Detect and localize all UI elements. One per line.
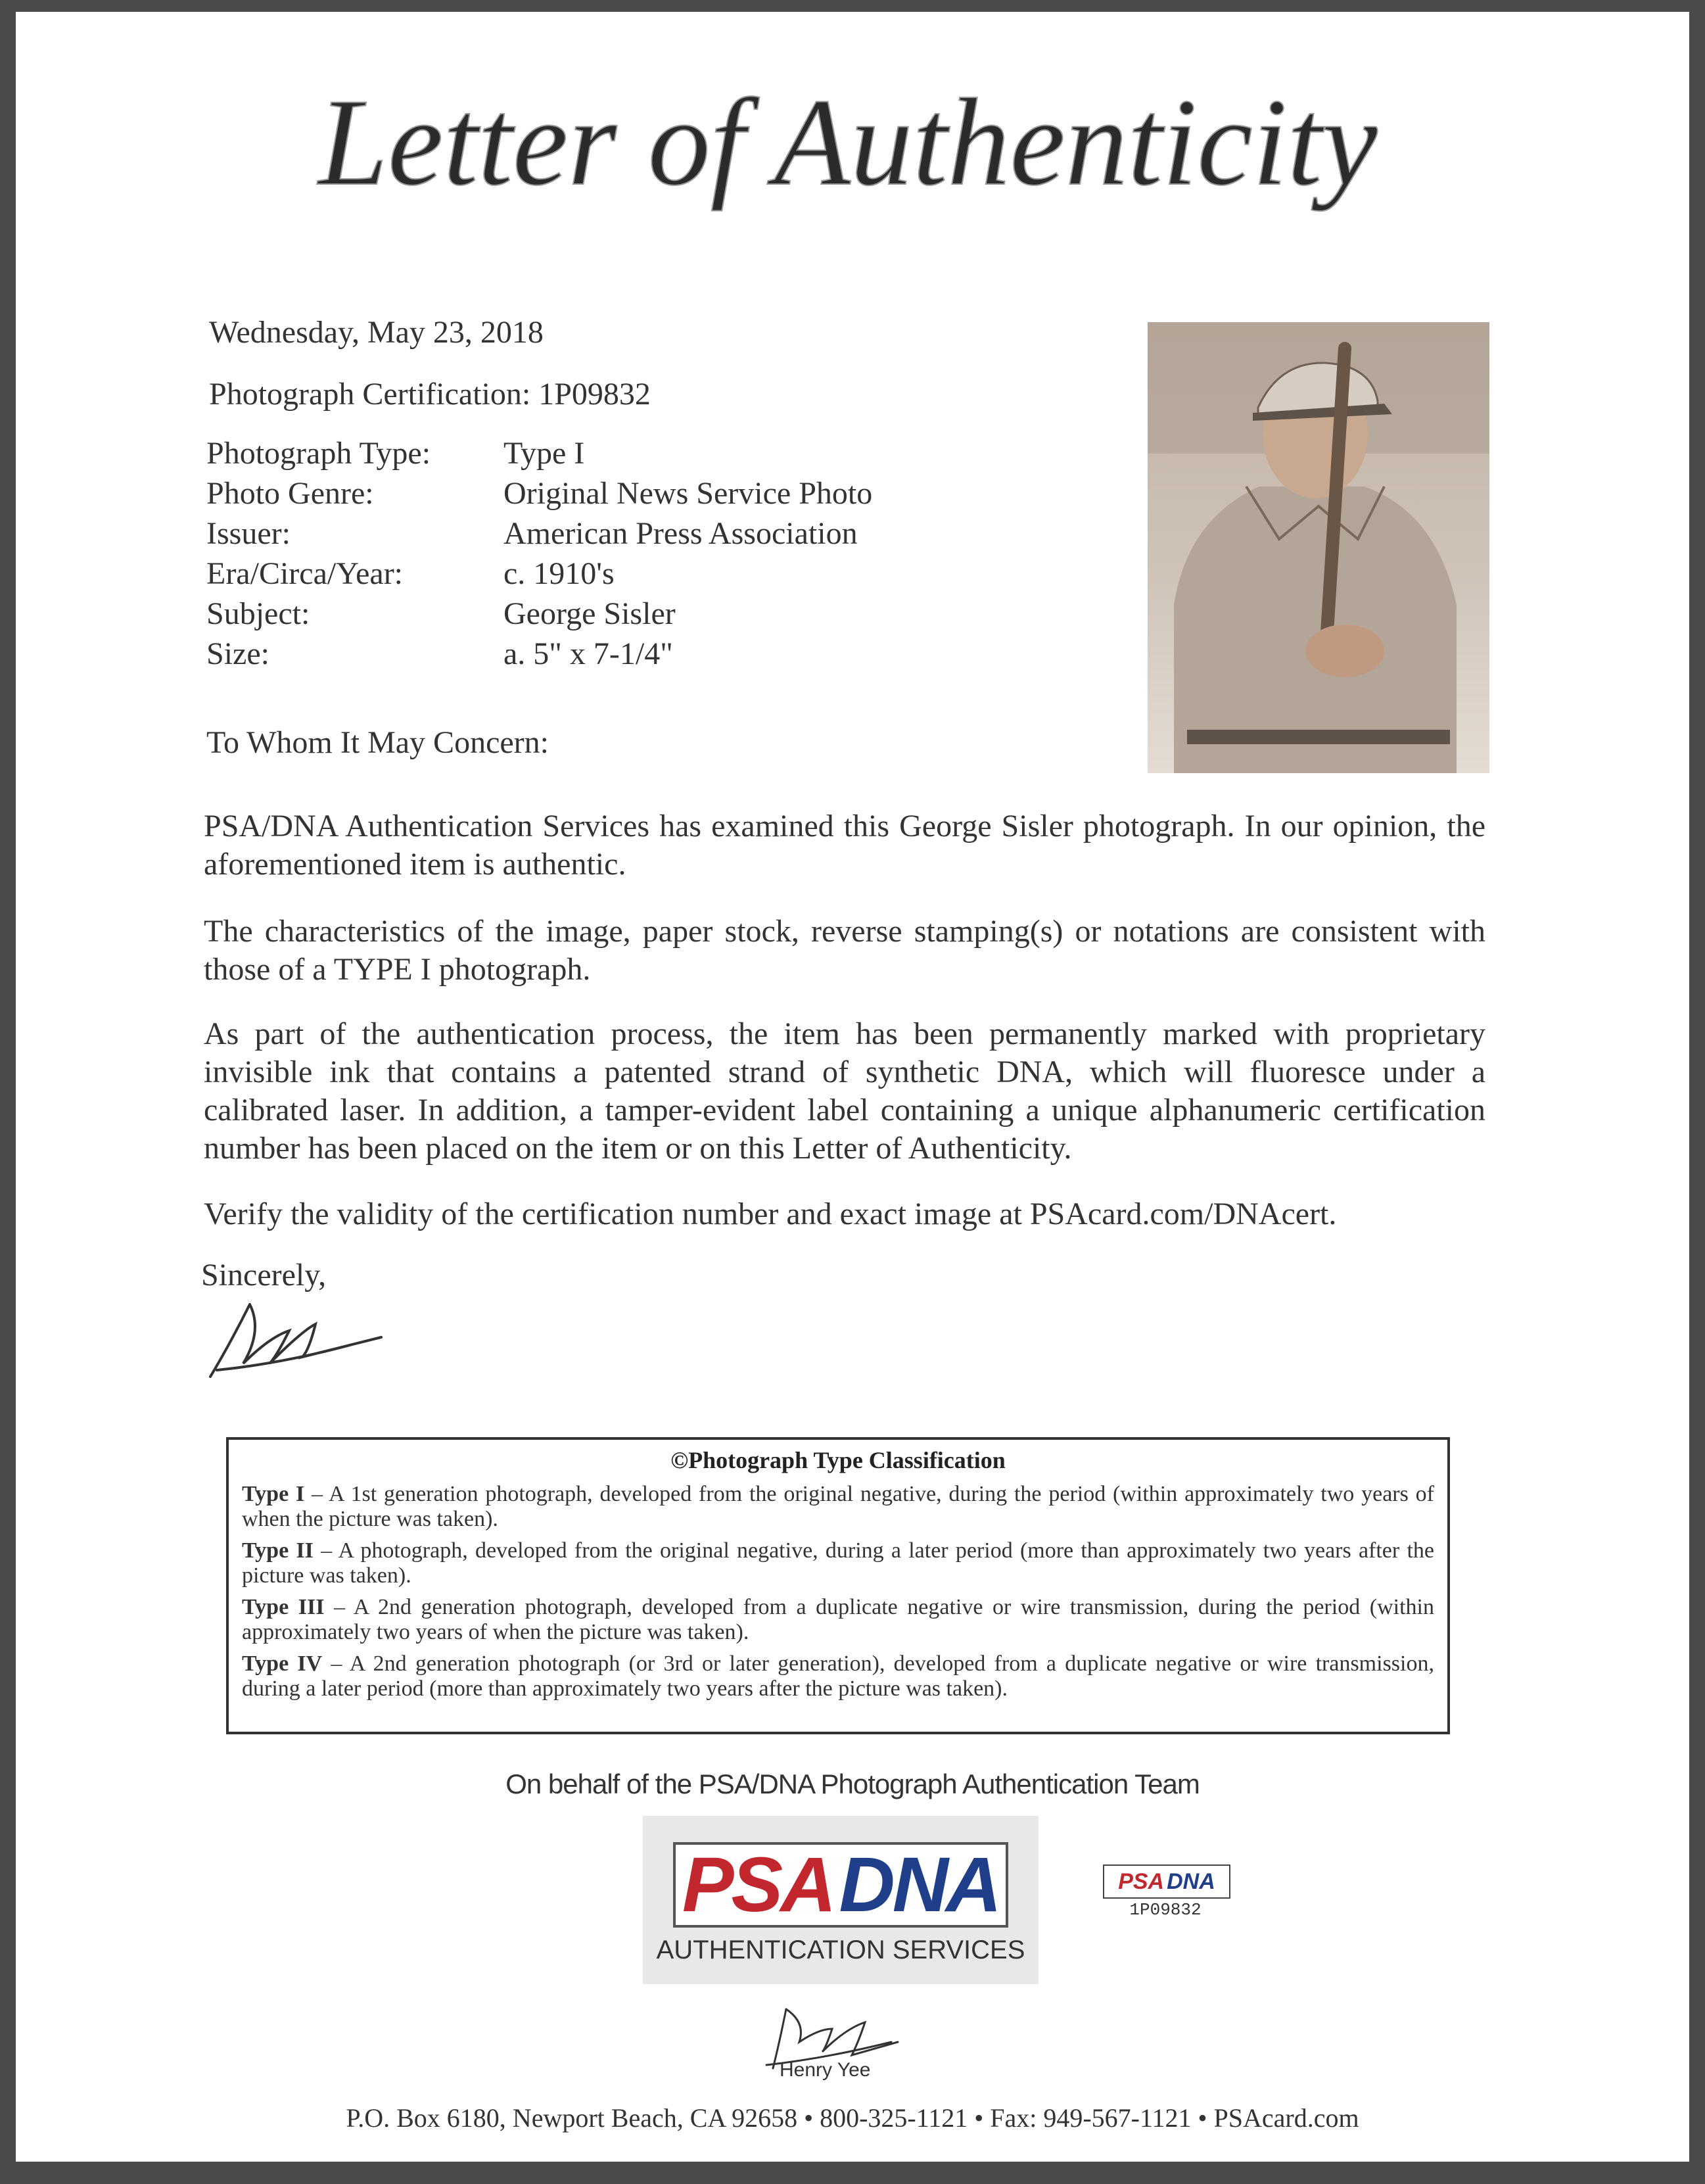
detail-value: Original News Service Photo <box>503 476 873 511</box>
detail-label: Issuer: <box>206 516 291 551</box>
type-description: – A 2nd generation photograph (or 3rd or later generation), developed from a duplicate negative or wire transmission, during a later period (more than approximately two years after the picture was taken). <box>242 1651 1434 1701</box>
paragraph-examined: PSA/DNA Authentication Services has examined this George Sisler photograph. In our opinion, the aforementioned item is authentic. <box>204 809 1485 882</box>
detail-row <box>206 596 872 636</box>
team-line: On behalf of the PSA/DNA Photograph Authentication Team <box>505 1769 1200 1799</box>
classification-item <box>242 1651 1434 1701</box>
logo-dna: DNA <box>839 1841 1000 1928</box>
classification-title: ©Photograph Type Classification <box>670 1447 1006 1473</box>
paragraph-characteristics: The characteristics of the image, paper stock, reverse stamping(s) or notations are consistent with those of a TYPE I photograph. <box>204 914 1485 987</box>
type-name: Type II <box>242 1538 314 1563</box>
paragraph-verify: Verify the validity of the certification number and exact image at PSAcard.com/DNAcert. <box>204 1197 1337 1231</box>
detail-row <box>206 556 872 596</box>
detail-row <box>206 475 872 515</box>
psa-dna-logo <box>643 1816 1039 1984</box>
type-description: – A 2nd generation photograph, developed from a duplicate negative or wire transmission, during the period (within approximately two years of when the picture was taken). <box>242 1595 1434 1644</box>
classification-item <box>242 1595 1434 1645</box>
detail-value: c. 1910's <box>503 556 615 591</box>
player-photograph <box>1148 322 1489 773</box>
letter-title <box>197 46 1499 237</box>
detail-row <box>206 435 872 475</box>
classification-item <box>242 1538 1434 1588</box>
detail-label: Era/Circa/Year: <box>206 556 404 591</box>
footer-contact: P.O. Box 6180, Newport Beach, CA 92658 • 800-325-1121 • Fax: 949-567-1121 • PSAcard.com <box>346 2103 1359 2133</box>
detail-value: a. 5" x 7-1/4" <box>503 636 673 671</box>
mini-logo-psa: PSA <box>1118 1868 1165 1894</box>
salutation: To Whom It May Concern: <box>206 725 549 760</box>
detail-label: Subject: <box>206 596 310 631</box>
detail-value: American Press Association <box>503 516 858 551</box>
detail-label: Size: <box>206 636 269 671</box>
logo-frame <box>673 1842 1008 1928</box>
certification-line: Photograph Certification: 1P09832 <box>209 377 651 412</box>
type-name: Type I <box>242 1482 305 1506</box>
cert-label-number: 1P09832 <box>1129 1900 1202 1920</box>
mini-logo-dna: DNA <box>1167 1868 1215 1894</box>
cert-label-logo <box>1103 1864 1230 1899</box>
detail-label: Photograph Type: <box>206 436 431 471</box>
type-description: – A 1st generation photograph, developed from the original negative, during the period (within approximately two years of when the picture was taken). <box>242 1482 1434 1531</box>
detail-label: Photo Genre: <box>206 476 374 511</box>
signature-icon <box>204 1291 388 1383</box>
logo-psa: PSA <box>682 1841 834 1928</box>
classification-box <box>226 1437 1450 1734</box>
logo-subtitle: AUTHENTICATION SERVICES <box>656 1935 1025 1964</box>
paragraph-process: As part of the authentication process, the item has been permanently marked with proprietary invisible ink that contains a patented strand of synthetic DNA, which will fluoresce under a calibrated laser. In addition, a tamper-evident label containing a unique alphanumeric certification number has been placed on the item or on this Letter of Authenticity. <box>204 1016 1485 1166</box>
classification-item <box>242 1482 1434 1532</box>
detail-row <box>206 515 872 556</box>
signer-name: Henry Yee <box>780 2059 871 2081</box>
type-description: – A photograph, developed from the original negative, during a later period (more than approximately two years after the picture was taken). <box>242 1538 1434 1588</box>
closing: Sincerely, <box>201 1258 327 1293</box>
type-name: Type III <box>242 1595 325 1619</box>
detail-row <box>206 636 872 676</box>
letter-title-text: Letter of Authenticity <box>318 74 1378 212</box>
detail-value: Type I <box>503 436 585 471</box>
detail-value: George Sisler <box>503 596 676 631</box>
type-name: Type IV <box>242 1651 323 1676</box>
details-table <box>206 435 872 676</box>
letter-date: Wednesday, May 23, 2018 <box>209 315 544 350</box>
